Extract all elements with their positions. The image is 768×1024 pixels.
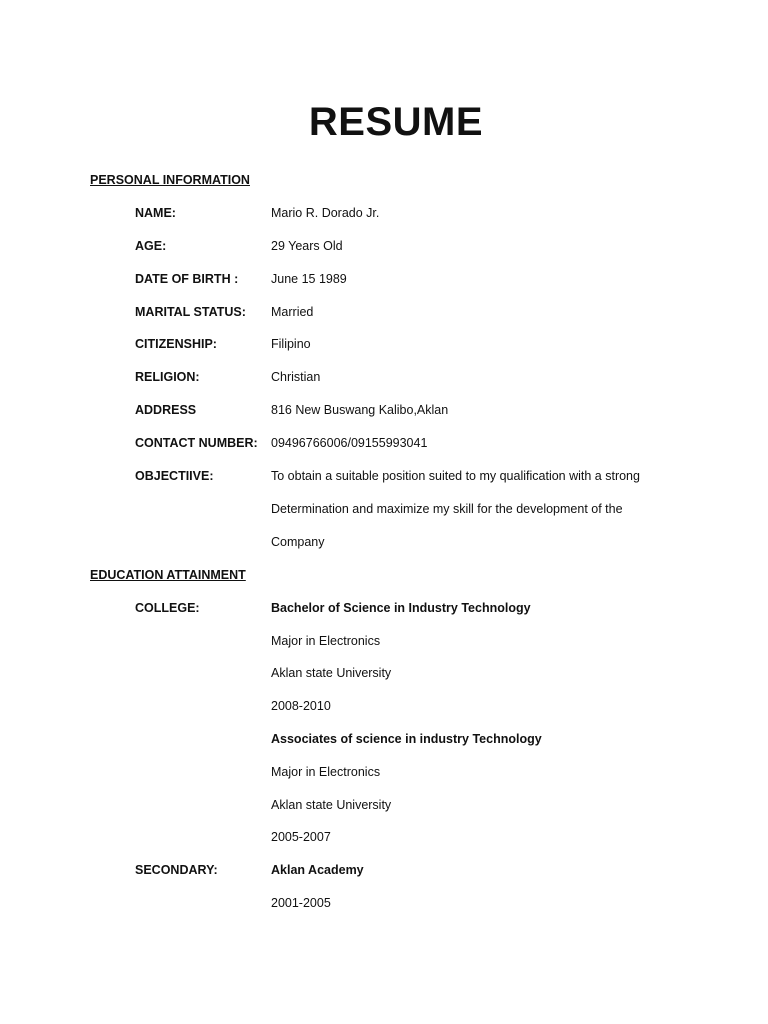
contact-number-label: CONTACT NUMBER: xyxy=(135,436,258,450)
objective-label: OBJECTIIVE: xyxy=(135,469,214,483)
objective-line: Company xyxy=(271,535,325,549)
name-value: Mario R. Dorado Jr. xyxy=(271,206,380,220)
address-value: 816 New Buswang Kalibo,Aklan xyxy=(271,403,449,417)
page-title: RESUME xyxy=(308,100,484,144)
college-degree: Associates of science in industry Technology xyxy=(271,732,542,746)
objective-line: To obtain a suitable position suited to my qualification with a strong xyxy=(271,469,640,483)
religion-label: RELIGION: xyxy=(135,370,200,384)
secondary-label: SECONDARY: xyxy=(135,863,218,877)
religion-value: Christian xyxy=(271,370,321,384)
college-years: 2008-2010 xyxy=(271,699,331,713)
college-school: Aklan state University xyxy=(271,666,392,680)
college-major: Major in Electronics xyxy=(271,634,381,648)
college-major: Major in Electronics xyxy=(271,765,381,779)
citizenship-label: CITIZENSHIP: xyxy=(135,337,217,351)
secondary-school: Aklan Academy xyxy=(271,863,364,877)
college-degree: Bachelor of Science in Industry Technology xyxy=(271,601,531,615)
college-label: COLLEGE: xyxy=(135,601,200,615)
age-value: 29 Years Old xyxy=(271,239,343,253)
name-label: NAME: xyxy=(135,206,176,220)
education-attainment-heading: EDUCATION ATTAINMENT xyxy=(90,568,246,582)
marital-status-value: Married xyxy=(271,305,314,319)
secondary-years: 2001-2005 xyxy=(271,896,331,910)
age-label: AGE: xyxy=(135,239,167,253)
contact-number-value: 09496766006/09155993041 xyxy=(271,436,428,450)
college-years: 2005-2007 xyxy=(271,830,331,844)
college-school: Aklan state University xyxy=(271,798,392,812)
date-of-birth-value: June 15 1989 xyxy=(271,272,347,286)
address-label: ADDRESS xyxy=(135,403,197,417)
objective-line: Determination and maximize my skill for the development of the xyxy=(271,502,623,516)
personal-information-heading: PERSONAL INFORMATION xyxy=(90,173,250,187)
citizenship-value: Filipino xyxy=(271,337,311,351)
marital-status-label: MARITAL STATUS: xyxy=(135,305,246,319)
date-of-birth-label: DATE OF BIRTH : xyxy=(135,272,239,286)
